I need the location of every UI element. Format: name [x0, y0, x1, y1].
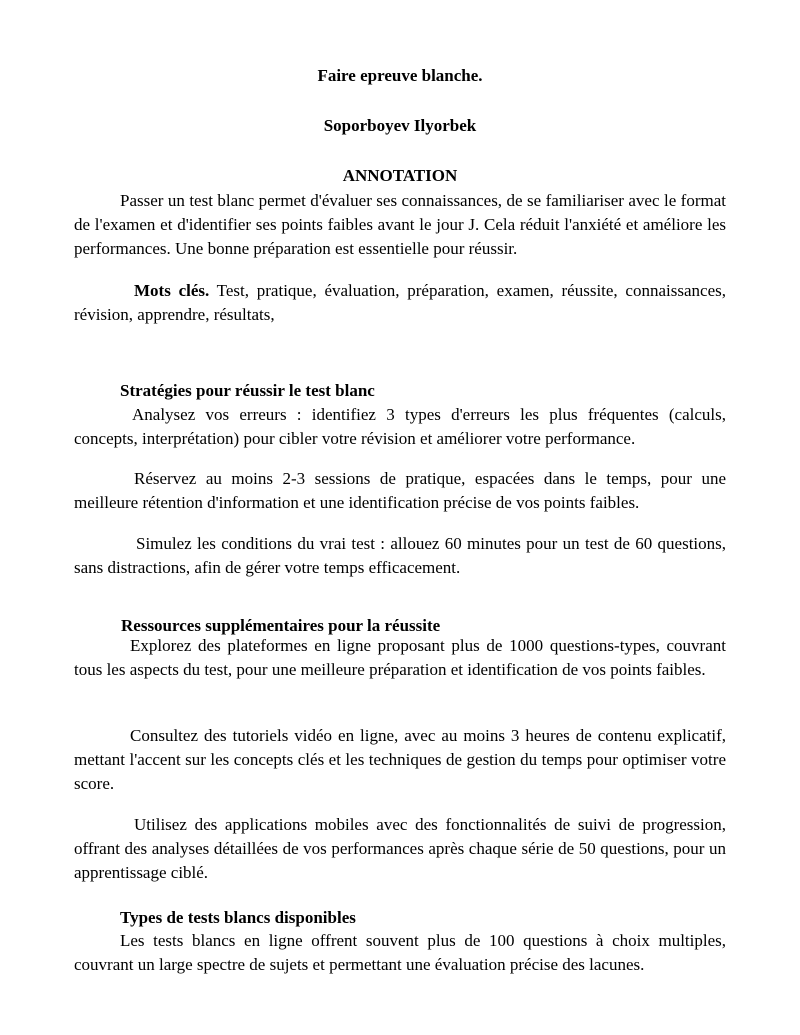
keywords-list: Test, pratique, évaluation, préparation, examen, réussite, connaissances, révision, apprendre, résultats, — [74, 281, 726, 325]
annotation-heading: ANNOTATION — [342, 166, 458, 185]
section1-paragraph-3: Simulez les conditions du vrai test : allouez 60 minutes pour un test de 60 questions, sans distractions, afin de gérer votre temps efficacement. — [74, 534, 726, 578]
keywords-paragraph — [74, 279, 726, 327]
section1-paragraph-2: Réservez au moins 2-3 sessions de pratique, espacées dans le temps, pour une meilleure rétention d'information et une identification précise de vos points faibles. — [74, 469, 726, 513]
section-heading-test-types: Types de tests blancs disponibles — [120, 908, 356, 927]
section-heading-resources: Ressources supplémentaires pour la réussite — [121, 616, 441, 635]
section1-paragraph-1: Analysez vos erreurs : identifiez 3 types d'erreurs les plus fréquentes (calculs, concepts, interprétation) pour cibler votre révision et améliorer votre performance. — [74, 405, 726, 449]
document-title: Faire epreuve blanche. — [317, 66, 483, 85]
section2-paragraph-2: Consultez des tutoriels vidéo en ligne, avec au moins 3 heures de contenu explicatif, mettant l'accent sur les concepts clés et les techniques de gestion du temps pour optimiser votre score. — [74, 726, 726, 794]
section-heading-strategies: Stratégies pour réussir le test blanc — [120, 381, 375, 400]
document-author: Soporboyev Ilyorbek — [323, 116, 477, 135]
section2-paragraph-1: Explorez des plateformes en ligne proposant plus de 1000 questions-types, couvrant tous les aspects du test, pour une meilleure préparation et identification de vos points faibles. — [74, 636, 726, 680]
keywords-label: Mots clés. — [134, 281, 210, 300]
section2-paragraph-3: Utilisez des applications mobiles avec des fonctionnalités de suivi de progression, offrant des analyses détaillées de vos performances après chaque série de 50 questions, pour un apprentissage ciblé. — [74, 815, 726, 883]
document-page — [74, 0, 726, 1035]
annotation-paragraph: Passer un test blanc permet d'évaluer ses connaissances, de se familiariser avec le format de l'examen et d'identifier ses points faibles avant le jour J. Cela réduit l'anxiété et améliore les performances. Une bonne préparation est essentielle pour réussir. — [74, 191, 726, 259]
section3-paragraph-1: Les tests blancs en ligne offrent souvent plus de 100 questions à choix multiples, couvrant un large spectre de sujets et permettant une évaluation précise des lacunes. — [74, 931, 726, 975]
